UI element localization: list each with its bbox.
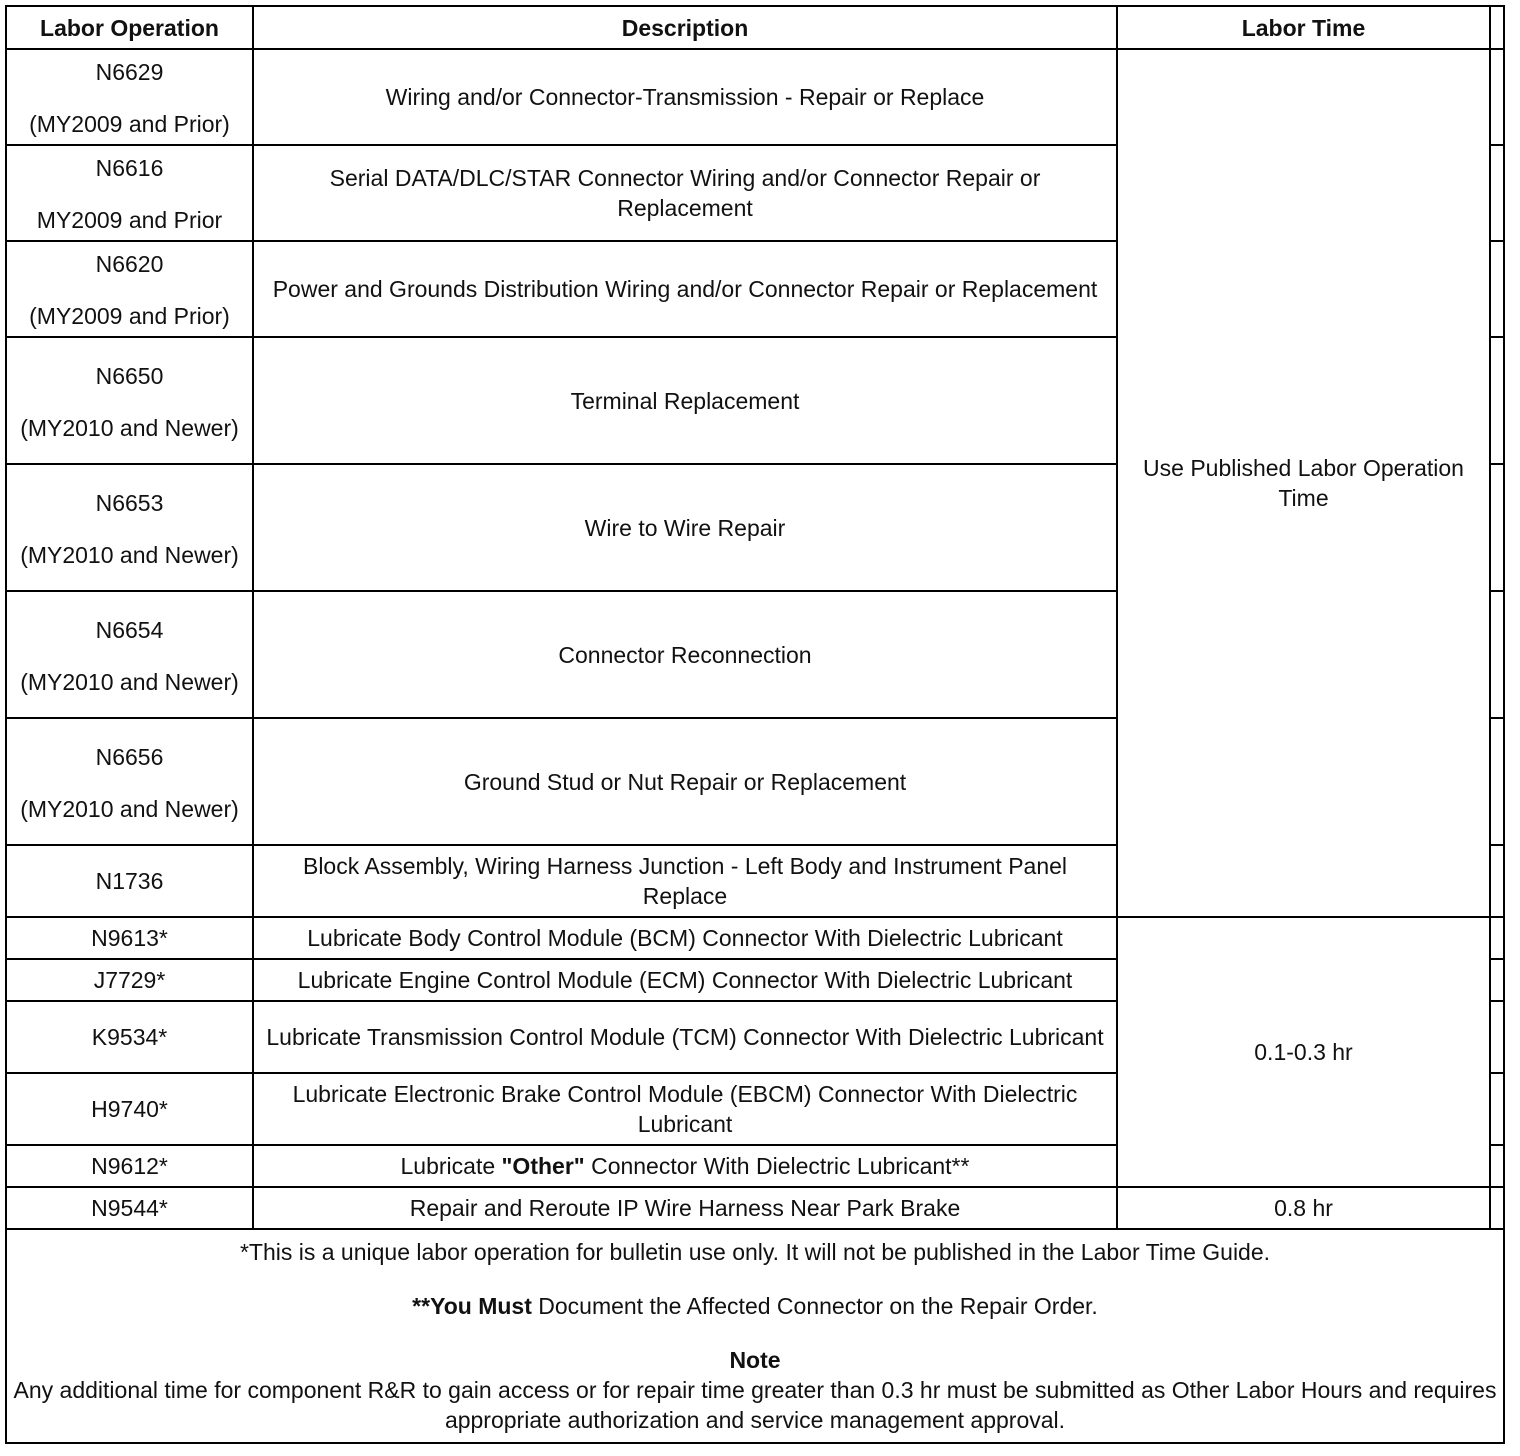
labor-op-model-year: MY2009 and Prior — [36, 207, 223, 233]
spacer-cell — [1490, 241, 1504, 337]
labor-op-code: N6654 — [95, 616, 164, 643]
description-cell: Repair and Reroute IP Wire Harness Near Park Brake — [253, 1187, 1117, 1229]
col-header-labor-time: Labor Time — [1117, 6, 1490, 49]
labor-op-code: H9740* — [6, 1073, 253, 1145]
spacer-cell — [1490, 1187, 1504, 1229]
description-cell: Connector Reconnection — [253, 591, 1117, 718]
labor-time-reroute: 0.8 hr — [1117, 1187, 1490, 1229]
header-row — [6, 6, 1504, 49]
labor-op-code: N6650 — [95, 362, 164, 389]
labor-op-cell — [6, 591, 253, 718]
description-cell: Wire to Wire Repair — [253, 464, 1117, 591]
labor-op-model-year: (MY2010 and Newer) — [20, 795, 239, 822]
labor-op-code: K9534* — [6, 1001, 253, 1073]
unique-labor-note: *This is a unique labor operation for bulletin use only. It will not be published in the Labor Time Guide. — [239, 1239, 1271, 1265]
table-row — [6, 1187, 1504, 1229]
labor-op-code: N1736 — [6, 845, 253, 917]
description-cell: Power and Grounds Distribution Wiring and/or Connector Repair or Replacement — [253, 241, 1117, 337]
labor-op-code: N6656 — [95, 743, 164, 770]
labor-op-cell — [6, 145, 253, 241]
note-heading: Note — [729, 1347, 781, 1373]
spacer-cell — [1490, 1145, 1504, 1187]
labor-operations-table — [5, 5, 1505, 1444]
description-cell: Lubricate Engine Control Module (ECM) Connector With Dielectric Lubricant — [253, 959, 1117, 1001]
must-text: Document the Affected Connector on the Repair Order. — [531, 1293, 1098, 1319]
description-cell: Lubricate Transmission Control Module (TCM) Connector With Dielectric Lubricant — [253, 1001, 1117, 1073]
labor-op-cell — [6, 337, 253, 464]
spacer-cell — [1490, 1001, 1504, 1073]
labor-op-code: J7729* — [6, 959, 253, 1001]
spacer-cell — [1490, 959, 1504, 1001]
description-text: Lubricate — [400, 1153, 502, 1179]
labor-op-model-year: (MY2009 and Prior) — [29, 111, 230, 137]
labor-op-code: N6620 — [95, 251, 164, 277]
labor-op-code: N9612* — [6, 1145, 253, 1187]
document-connector-note — [13, 1291, 1497, 1321]
table-row — [6, 917, 1504, 959]
labor-op-cell — [6, 718, 253, 845]
spacer-cell — [1490, 591, 1504, 718]
description-cell: Serial DATA/DLC/STAR Connector Wiring and/or Connector Repair or Replacement — [253, 145, 1117, 241]
description-emphasis: "Other" — [501, 1153, 585, 1179]
spacer-cell — [1490, 337, 1504, 464]
table-row — [6, 49, 1504, 145]
spacer-cell — [1490, 917, 1504, 959]
description-cell: Wiring and/or Connector-Transmission - Repair or Replace — [253, 49, 1117, 145]
labor-op-model-year: (MY2010 and Newer) — [20, 414, 239, 441]
labor-op-code: N9544* — [6, 1187, 253, 1229]
description-cell: Ground Stud or Nut Repair or Replacement — [253, 718, 1117, 845]
labor-op-cell — [6, 241, 253, 337]
labor-time-published: Use Published Labor Operation Time — [1117, 49, 1490, 917]
description-cell: Terminal Replacement — [253, 337, 1117, 464]
spacer-cell — [1490, 49, 1504, 145]
notes-cell — [6, 1229, 1504, 1443]
must-emphasis: **You Must — [412, 1293, 532, 1319]
labor-op-model-year: (MY2010 and Newer) — [20, 668, 239, 695]
description-cell: Lubricate Electronic Brake Control Module (EBCM) Connector With Dielectric Lubricant — [253, 1073, 1117, 1145]
labor-op-cell — [6, 49, 253, 145]
labor-op-cell — [6, 464, 253, 591]
labor-op-model-year: (MY2010 and Newer) — [20, 541, 239, 568]
spacer-cell — [1490, 145, 1504, 241]
description-text: Connector With Dielectric Lubricant** — [584, 1153, 970, 1179]
labor-op-code: N6653 — [95, 489, 164, 516]
spacer-cell — [1490, 464, 1504, 591]
notes-row — [6, 1229, 1504, 1443]
labor-time-lubricate: 0.1-0.3 hr — [1117, 917, 1490, 1187]
col-header-description: Description — [253, 6, 1117, 49]
spacer-cell — [1490, 718, 1504, 845]
spacer-cell — [1490, 6, 1504, 49]
labor-op-code: N6629 — [95, 59, 164, 85]
labor-op-code: N6616 — [95, 155, 164, 181]
labor-op-code: N9613* — [6, 917, 253, 959]
description-cell — [253, 1145, 1117, 1187]
col-header-labor-operation: Labor Operation — [6, 6, 253, 49]
description-cell: Lubricate Body Control Module (BCM) Connector With Dielectric Lubricant — [253, 917, 1117, 959]
note-body: Any additional time for component R&R to gain access or for repair time greater than 0.3 hr must be submitted as Other Labor Hours and requires appropriate authorization and service management approval. — [13, 1377, 1497, 1433]
description-cell: Block Assembly, Wiring Harness Junction - Left Body and Instrument Panel Replace — [253, 845, 1117, 917]
spacer-cell — [1490, 845, 1504, 917]
spacer-cell — [1490, 1073, 1504, 1145]
labor-op-model-year: (MY2009 and Prior) — [29, 303, 230, 329]
